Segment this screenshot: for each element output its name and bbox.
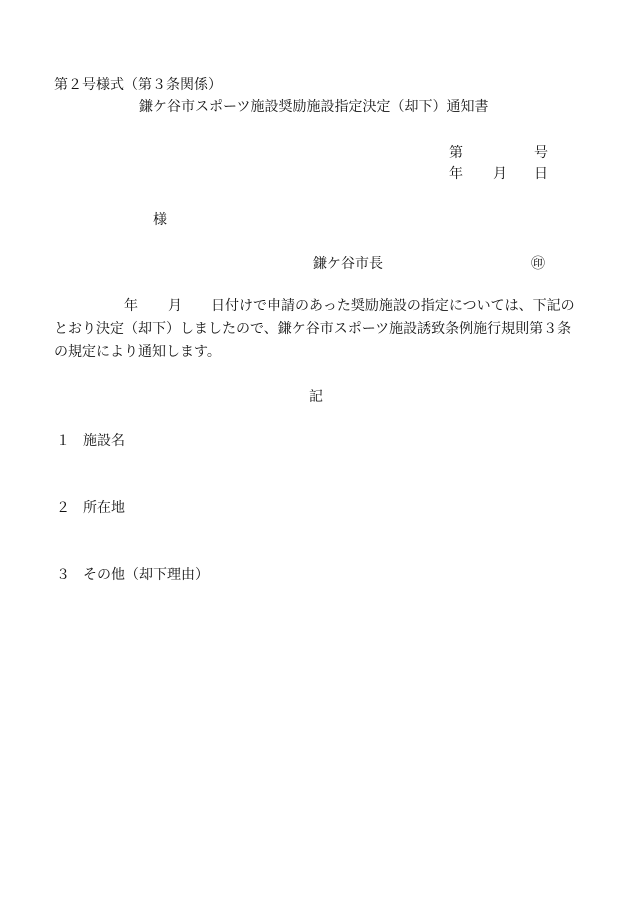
body-line-2: とおり決定（却下）しましたので、鎌ケ谷市スポーツ施設誘致条例施行規則第３条 [54, 321, 572, 337]
seal-mark: ㊞ [531, 256, 545, 272]
date-day: 日 [534, 166, 548, 182]
date-month: 月 [493, 166, 507, 182]
body-year: 年 [124, 298, 138, 314]
sender-name: 鎌ケ谷市長 [313, 256, 383, 272]
item-number: ２ [56, 500, 70, 516]
form-number: 第２号様式（第３条関係） [54, 77, 222, 93]
date-year: 年 [449, 166, 463, 182]
item-number: ３ [56, 567, 70, 583]
document-number-suffix: 号 [534, 145, 548, 161]
list-item [56, 434, 125, 448]
item-label: その他（却下理由） [83, 567, 209, 583]
list-item [56, 568, 209, 582]
item-label: 施設名 [83, 433, 125, 449]
body-line-1-text: 日付けで申請のあった奨励施設の指定については、下記の [211, 298, 575, 314]
item-label: 所在地 [83, 500, 125, 516]
item-number: １ [56, 433, 70, 449]
list-item [56, 501, 125, 515]
addressee-honorific: 様 [153, 212, 167, 228]
body-month: 月 [168, 298, 182, 314]
document-title: 鎌ケ谷市スポーツ施設奨励施設指定決定（却下）通知書 [139, 99, 489, 115]
ki-heading: 記 [309, 389, 323, 405]
body-line-3: の規定により通知します。 [54, 344, 221, 360]
document-number-prefix: 第 [449, 145, 463, 161]
